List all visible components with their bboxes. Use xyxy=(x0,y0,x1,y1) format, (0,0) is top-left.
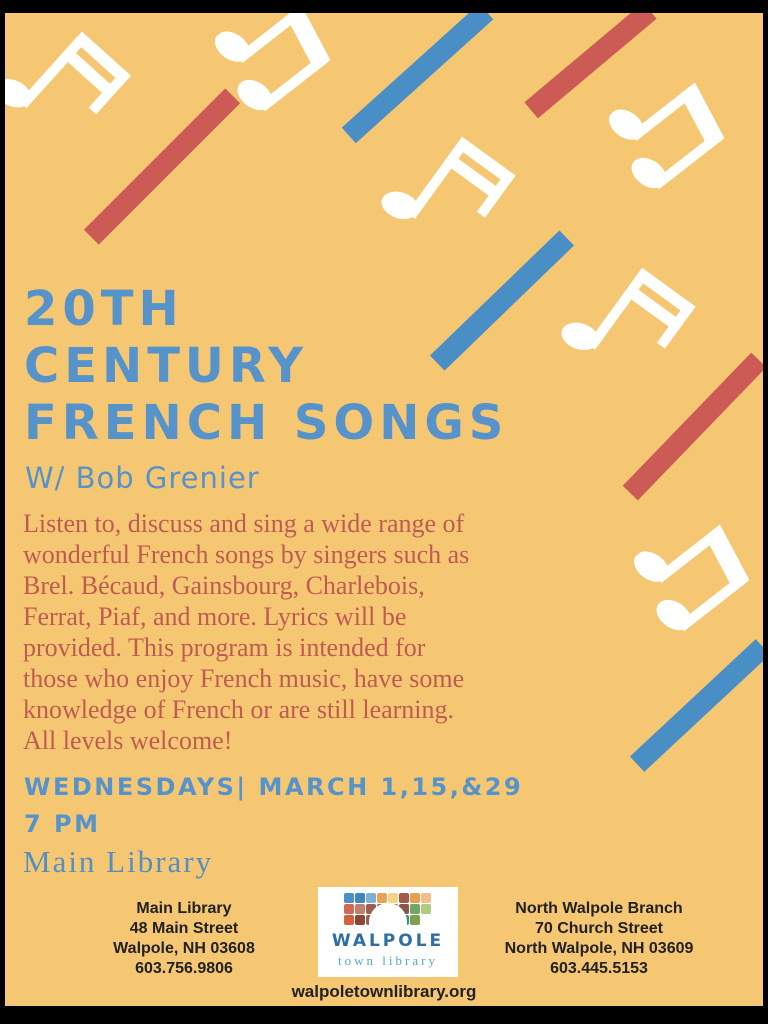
title-line: 20TH xyxy=(24,281,184,337)
north-branch-info xyxy=(499,899,699,979)
logo-mosaic-cell xyxy=(355,904,365,914)
title-line: FRENCH SONGS xyxy=(24,395,509,451)
logo-mosaic-cell xyxy=(421,904,431,914)
event-dates: WEDNESDAYS| MARCH 1,15,&29 xyxy=(24,773,524,801)
presenter-subtitle: W/ Bob Grenier xyxy=(25,461,260,495)
main-branch-info xyxy=(84,899,284,979)
description-line: those who enjoy French music, have some xyxy=(23,664,465,693)
description-line: Listen to, discuss and sing a wide range of xyxy=(23,509,465,538)
branch-name: North Walpole Branch xyxy=(515,900,683,917)
branch-name: Main Library xyxy=(136,900,232,917)
description-line: Ferrat, Piaf, and more. Lyrics will be xyxy=(23,602,407,631)
description-line: provided. This program is intended for xyxy=(23,633,426,662)
logo-mosaic-cell xyxy=(355,915,365,925)
website-url: walpoletownlibrary.org xyxy=(291,982,477,1001)
event-time: 7 PM xyxy=(24,810,101,838)
branch-street: 70 Church Street xyxy=(534,920,664,937)
music-note-icon xyxy=(375,118,521,266)
logo-mosaic-cell xyxy=(399,893,409,903)
diagonal-bar-blue-3 xyxy=(630,639,768,772)
event-venue: Main Library xyxy=(23,844,214,879)
logo-mosaic-cell xyxy=(344,915,354,925)
logo-mosaic-cell xyxy=(410,904,420,914)
diagonal-bar-red-1 xyxy=(84,88,240,244)
logo-mosaic-cell xyxy=(377,893,387,903)
title-line: CENTURY xyxy=(24,338,308,394)
frame-border-right xyxy=(763,0,768,1024)
music-note-icon xyxy=(595,61,747,215)
logo-mosaic-cell xyxy=(421,893,431,903)
logo-mosaic-cell xyxy=(410,893,420,903)
frame-border-top xyxy=(0,0,768,13)
logo-mosaic-cell xyxy=(410,915,420,925)
logo-mosaic-cell xyxy=(421,915,431,925)
music-note-icon xyxy=(0,11,136,160)
event-description xyxy=(23,508,469,756)
branch-phone: 603.756.9806 xyxy=(135,960,233,977)
diagonal-bar-blue-1 xyxy=(342,4,494,143)
branch-street: 48 Main Street xyxy=(129,920,239,937)
description-line: Brel. Bécaud, Gainsbourg, Charlebois, xyxy=(23,571,425,600)
logo-mosaic-cell xyxy=(355,893,365,903)
logo-mosaic-cell xyxy=(344,893,354,903)
description-line: All levels welcome! xyxy=(23,726,233,755)
branch-city: North Walpole, NH 03609 xyxy=(504,940,694,957)
logo-mosaic-cell xyxy=(388,893,398,903)
library-logo xyxy=(318,887,458,977)
logo-mosaic-cell xyxy=(344,904,354,914)
logo-mosaic-cell xyxy=(366,893,376,903)
frame-border-bottom xyxy=(0,1006,768,1024)
frame-border-left xyxy=(0,0,5,1024)
music-note-icon xyxy=(620,503,768,657)
music-note-icon xyxy=(555,249,701,397)
page-title xyxy=(24,281,508,452)
logo-name: WALPOLE xyxy=(331,931,445,951)
logo-tagline: town library xyxy=(338,953,438,968)
description-line: wonderful French songs by singers such as xyxy=(23,540,470,569)
branch-city: Walpole, NH 03608 xyxy=(113,940,255,957)
description-line: knowledge of French or are still learning. xyxy=(23,695,455,724)
branch-phone: 603.445.5153 xyxy=(550,960,648,977)
